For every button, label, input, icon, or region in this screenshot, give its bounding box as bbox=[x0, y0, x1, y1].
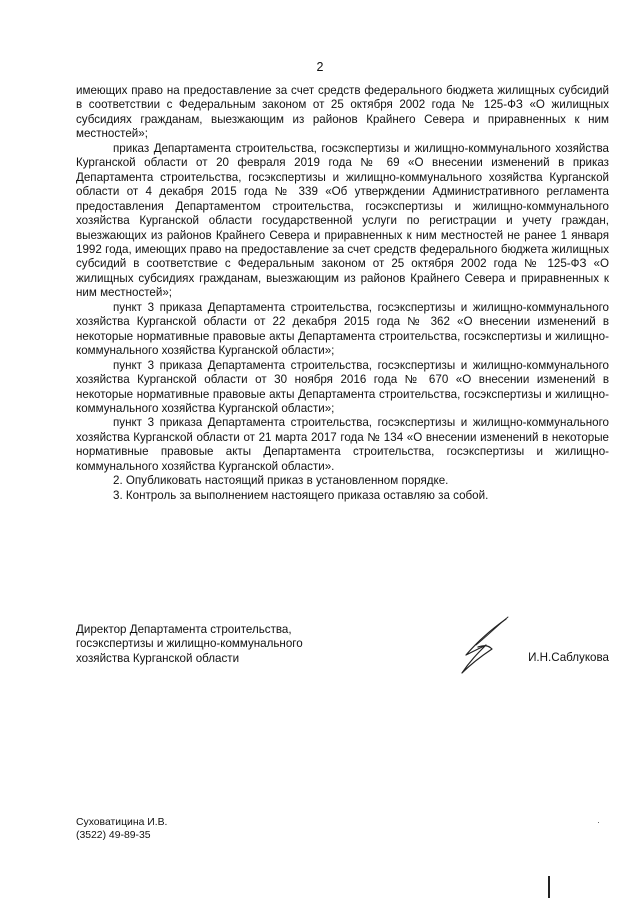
handwritten-signature bbox=[448, 615, 518, 679]
signatory-title-line: госэкспертизы и жилищно-коммунального bbox=[76, 637, 303, 651]
scan-artifact-line bbox=[548, 876, 550, 898]
paragraph-order-134: пункт 3 приказа Департамента строительства, госэкспертизы и жилищно-коммунального хозяйства Курганской области от 21 марта 2017 года № 134 «О внесении изменений в некоторые нормативные правовые акты Департамента строительства, госэкспертизы и жилищно-коммунального хозяйства Курганской области». bbox=[76, 416, 609, 473]
paragraph-order-362: пункт 3 приказа Департамента строительства, госэкспертизы и жилищно-коммунального хозяйства Курганской области от 22 декабря 2015 года № 362 «О внесении изменений в некоторые нормативные правовые акты Департамента строительства, госэкспертизы и жилищно-коммунального хозяйства Курганской области»; bbox=[76, 300, 609, 358]
paragraph-order-670: пункт 3 приказа Департамента строительства, госэкспертизы и жилищно-коммунального хозяйства Курганской области от 30 ноября 2016 года № 670 «О внесении изменений в некоторые нормативные правовые акты Департамента строительства, госэкспертизы и жилищно-коммунального хозяйства Курганской области»; bbox=[76, 358, 609, 415]
paragraph-order-69: приказ Департамента строительства, госэкспертизы и жилищно-коммунального хозяйства Курганской области от 20 февраля 2019 года № 69 «О внесении изменений в приказ Департамента строительства, госэкспертизы и жилищно-коммунального хозяйства Курганской области от 4 декабря 2015 года № 339 «Об утверждении Административного регламента предоставления Департаментом строительства, госэкспертизы и жилищно-коммунального хозяйства Курганской области государственной услуги по регистрации и учету граждан, выезжающих из районов Крайнего Севера и приравненных к ним местностей не ранее 1 января 1992 года, имеющих право на предоставление за счет средств федерального бюджета жилищных субсидий в соответствие с Федеральным законом от 25 октября 2002 года № 125-ФЗ «О жилищных субсидиях гражданам, выезжающим из районов Крайнего Севера и приравненных к ним местностей»; bbox=[76, 141, 609, 300]
document-body bbox=[76, 84, 609, 503]
scan-artifact-dot bbox=[598, 822, 599, 823]
signatory-title-line: Директор Департамента строительства, bbox=[76, 623, 292, 636]
paragraph-control: 3. Контроль за выполнением настоящего приказа оставляю за собой. bbox=[113, 488, 489, 502]
paragraph-publish: 2. Опубликовать настоящий приказ в установленном порядке. bbox=[113, 474, 449, 488]
signatory-title bbox=[76, 623, 346, 666]
executor-info bbox=[76, 816, 167, 842]
executor-phone: (3522) 49-89-35 bbox=[76, 830, 151, 841]
signatory-title-line: хозяйства Курганской области bbox=[76, 651, 240, 665]
page-number: 2 bbox=[316, 60, 324, 74]
paragraph-continuation: имеющих право на предоставление за счет средств федерального бюджета жилищных субсидий в соответствии с Федеральным законом от 25 октября 2002 года № 125-ФЗ «О жилищных субсидиях гражданам, выезжающим из районов Крайнего Севера и приравненных к ним местностей»; bbox=[76, 84, 609, 141]
signature-block bbox=[76, 623, 609, 683]
signatory-name: И.Н.Саблукова bbox=[528, 651, 609, 664]
executor-name: Суховатицина И.В. bbox=[76, 817, 168, 828]
